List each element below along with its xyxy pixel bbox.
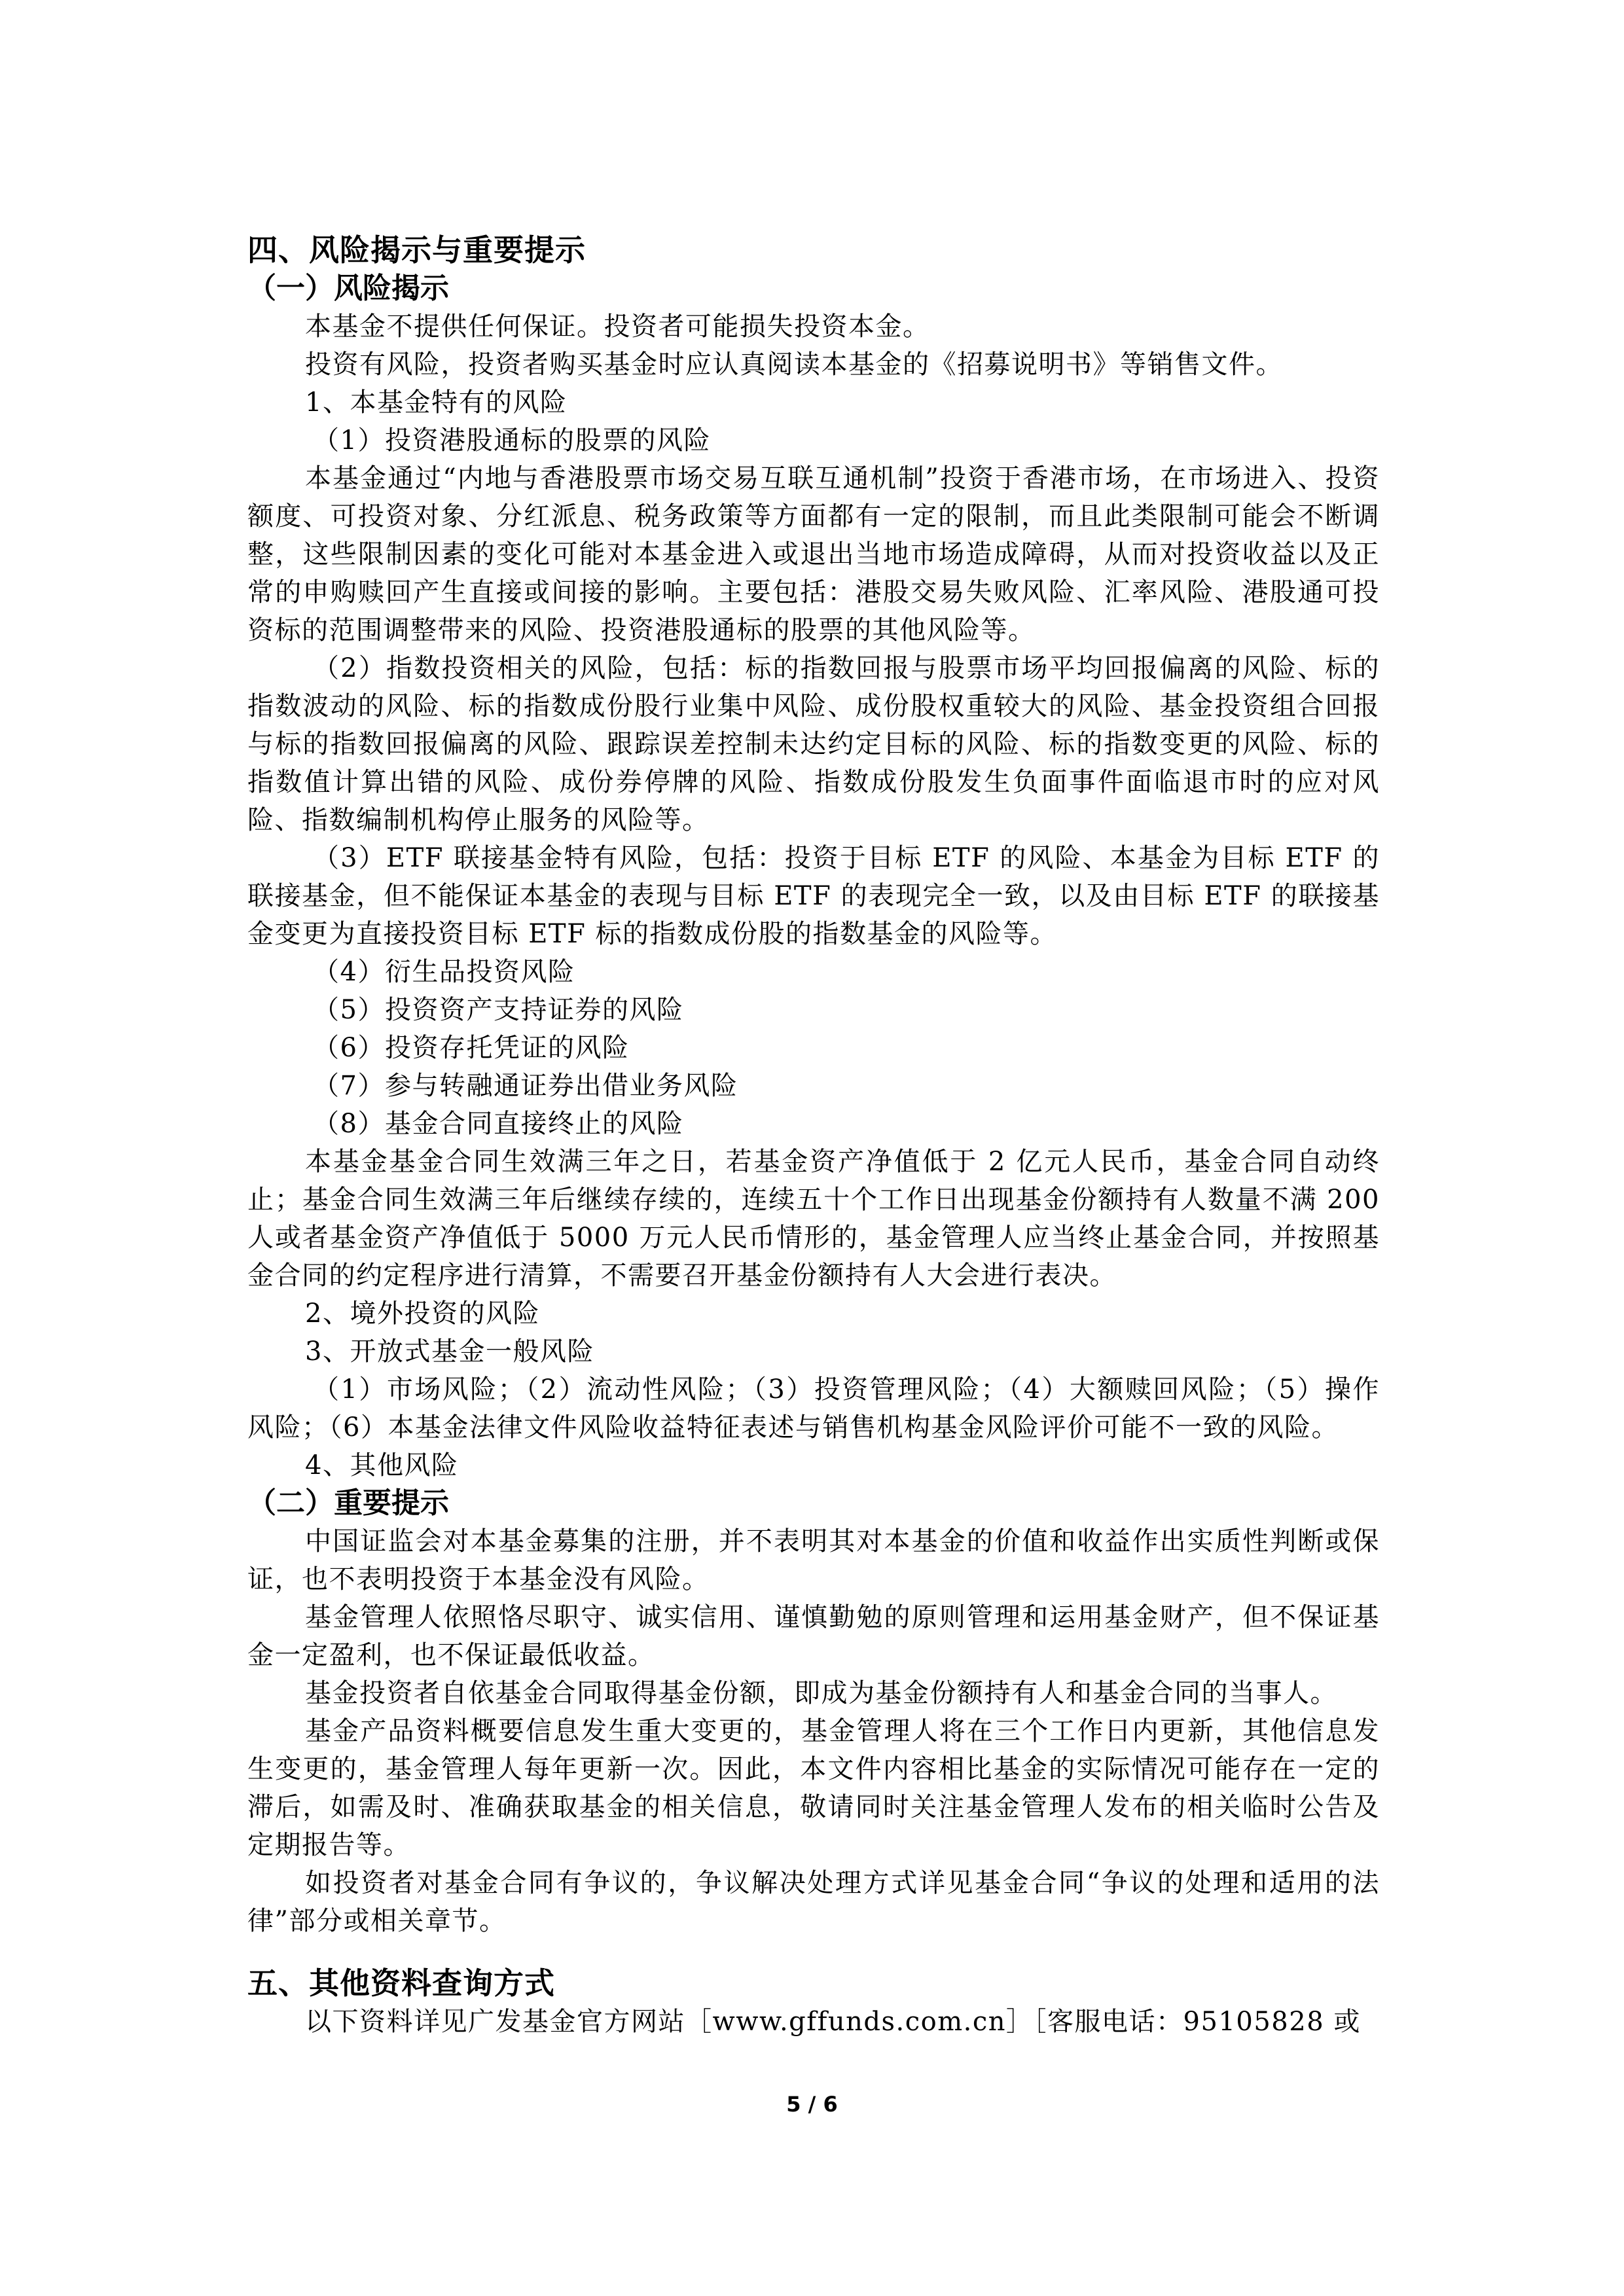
paragraph-dispute-resolution: 如投资者对基金合同有争议的，争议解决处理方式详见基金合同“争议的处理和适用的法律”部分或相关章节。 — [247, 1868, 1380, 1936]
paragraph-read-prospectus: 投资有风险，投资者购买基金时应认真阅读本基金的《招募说明书》等销售文件。 — [305, 350, 1283, 380]
section-4-heading: 四、风险揭示与重要提示 — [247, 232, 586, 268]
paragraph-no-guarantee: 本基金不提供任何保证。投资者可能损失投资本金。 — [305, 312, 930, 342]
paragraph-manager-duty: 基金管理人依照恪尽职守、诚实信用、谨慎勤勉的原则管理和运用基金财产，但不保证基金一定盈利，也不保证最低收益。 — [247, 1602, 1380, 1670]
list-item-securities-lending-risk: （7）参与转融通证券出借业务风险 — [313, 1071, 738, 1101]
paragraph-update-policy: 基金产品资料概要信息发生重大变更的，基金管理人将在三个工作日内更新，其他信息发生变更的，基金管理人每年更新一次。因此，本文件内容相比基金的实际情况可能存在一定的滞后，如需及时、准确获取基金的相关信息，敬请同时关注基金管理人发布的相关临时公告及定期报告等。 — [247, 1716, 1380, 1860]
list-item-open-ended-general-risk: 3、开放式基金一般风险 — [305, 1336, 594, 1367]
list-item-depositary-receipt-risk: （6）投资存托凭证的风险 — [313, 1033, 630, 1063]
paragraph-index-investment-risk: （2）指数投资相关的风险，包括：标的指数回报与股票市场平均回报偏离的风险、标的指数波动的风险、标的指数成份股行业集中风险、成份股权重较大的风险、基金投资组合回报与标的指数回报偏离的风险、跟踪误差控制未达约定目标的风险、标的指数变更的风险、标的指数值计算出错的风险、成份券停牌的风险、指数成份股发生负面事件面临退市时的应对风险、指数编制机构停止服务的风险等。 — [247, 653, 1380, 835]
page-number: 5 / 6 — [786, 2092, 838, 2117]
page-content — [247, 230, 1380, 2041]
section-spacer — [247, 1940, 1380, 1964]
list-item-fund-specific-risk: 1、本基金特有的风险 — [305, 387, 568, 418]
list-item-other-risks: 4、其他风险 — [305, 1450, 459, 1480]
paragraph-investor-party: 基金投资者自依基金合同取得基金份额，即成为基金份额持有人和基金合同的当事人。 — [305, 1678, 1337, 1708]
paragraph-etf-feeder-risk: （3）ETF 联接基金特有风险，包括：投资于目标 ETF 的风险、本基金为目标 ETF 的联接基金，但不能保证本基金的表现与目标 ETF 的表现完全一致，以及由目标 ETF 的联接基金变更为直接投资目标 ETF 标的指数成份股的指数基金的风险等。 — [247, 843, 1380, 949]
paragraph-info-sources: 以下资料详见广发基金官方网站［www.gffunds.com.cn］［客服电话：95105828 或 — [305, 2007, 1361, 2037]
paragraph-general-risk-list: （1）市场风险；（2）流动性风险；（3）投资管理风险；（4）大额赎回风险；（5）操作风险；（6）本基金法律文件风险收益特征表述与销售机构基金风险评价可能不一致的风险。 — [247, 1374, 1380, 1443]
paragraph-csrc-registration: 中国证监会对本基金募集的注册，并不表明其对本基金的价值和收益作出实质性判断或保证，也不表明投资于本基金没有风险。 — [247, 1526, 1380, 1594]
paragraph-hk-connect-detail: 本基金通过“内地与香港股票市场交易互联互通机制”投资于香港市场，在市场进入、投资额度、可投资对象、分红派息、税务政策等方面都有一定的限制，而且此类限制可能会不断调整，这些限制因素的变化可能对本基金进入或退出当地市场造成障碍，从而对投资收益以及正常的申购赎回产生直接或间接的影响。主要包括：港股交易失败风险、汇率风险、港股通可投资标的范围调整带来的风险、投资港股通标的股票的其他风险等。 — [247, 463, 1380, 645]
list-item-overseas-investment-risk: 2、境外投资的风险 — [305, 1299, 540, 1329]
subsection-important-notice-heading: （二）重要提示 — [247, 1486, 449, 1520]
subsection-risk-disclosure-heading: （一）风险揭示 — [247, 272, 449, 305]
section-5-heading: 五、其他资料查询方式 — [247, 1965, 555, 2001]
list-item-derivatives-risk: （4）衍生品投资风险 — [313, 957, 575, 987]
list-item-abs-risk: （5）投资资产支持证券的风险 — [313, 995, 684, 1025]
list-item-hk-connect-risk: （1）投资港股通标的股票的风险 — [313, 425, 711, 456]
paragraph-contract-termination-detail: 本基金基金合同生效满三年之日，若基金资产净值低于 2 亿元人民币，基金合同自动终止；基金合同生效满三年后继续存续的，连续五十个工作日出现基金份额持有人数量不满 200 人或者基金资产净值低于 5000 万元人民币情形的，基金管理人应当终止基金合同，并按照基金合同的约定程序进行清算，不需要召开基金份额持有人大会进行表决。 — [247, 1147, 1380, 1291]
list-item-contract-termination-risk: （8）基金合同直接终止的风险 — [313, 1109, 684, 1139]
